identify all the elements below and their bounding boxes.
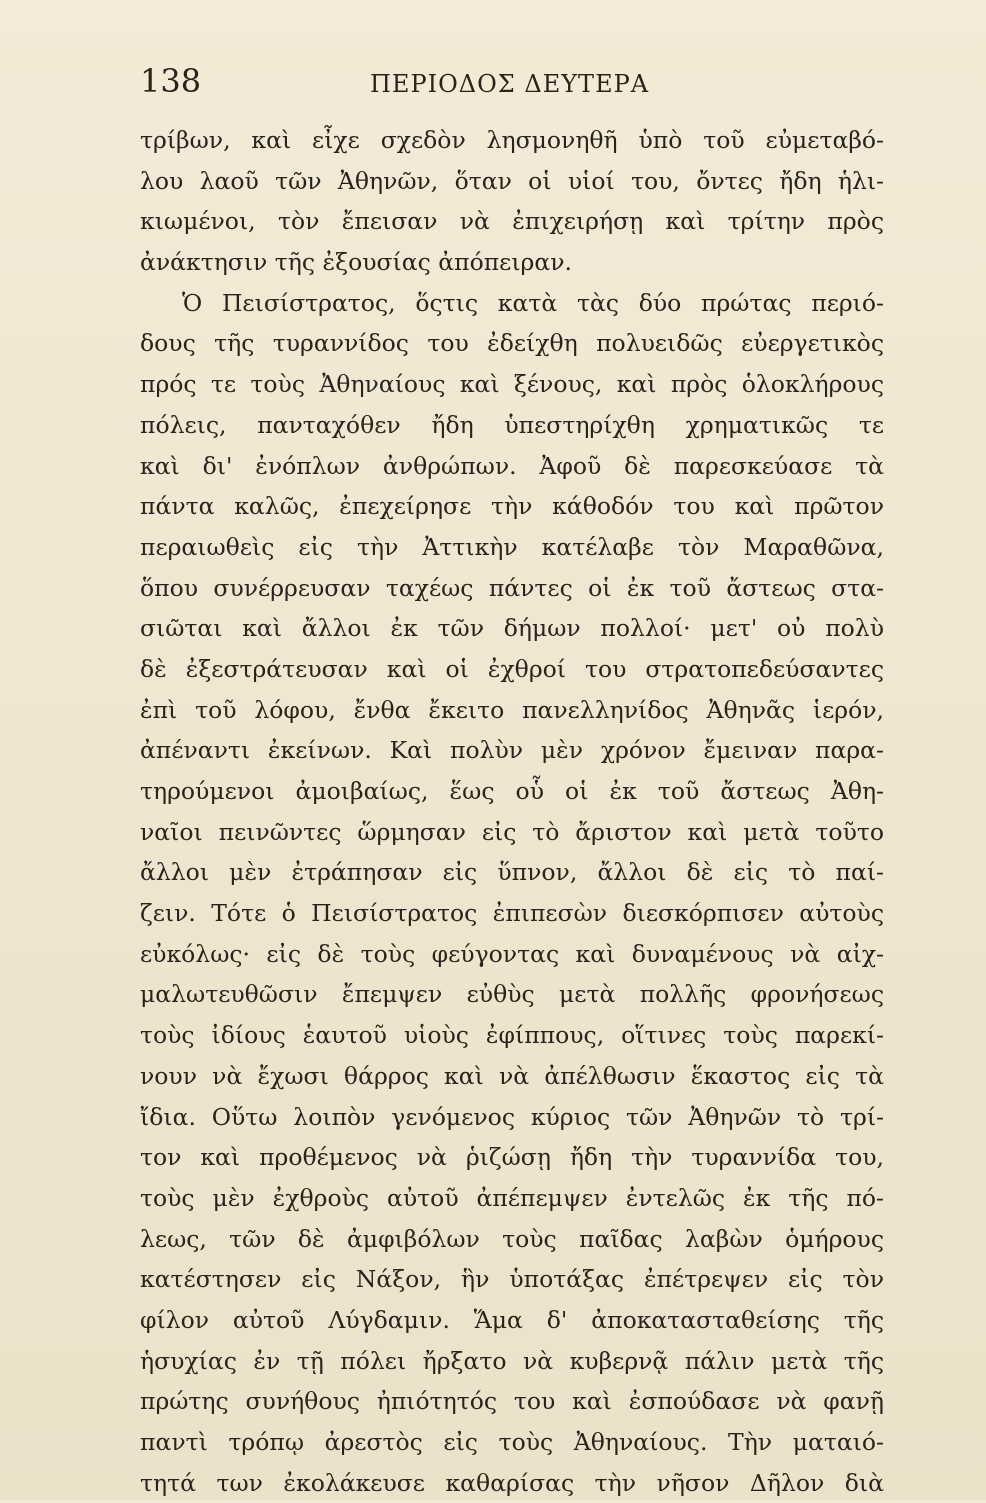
text-line: λεως, τῶν δὲ ἀμφιβόλων τοὺς παῖδας λαβὼν ὁμήρους — [140, 1224, 884, 1253]
text-line: καὶ δι' ἐνόπλων ἀνθρώπων. Ἀφοῦ δὲ παρεσκεύασε τὰ — [140, 451, 884, 480]
text-line: νουν νὰ ἔχωσι θάρρος καὶ νὰ ἀπέλθωσιν ἕκαστος εἰς τὰ — [140, 1061, 884, 1090]
text-line: Ὁ Πεισίστρατος, ὅςτις κατὰ τὰς δύο πρώτας περιό- — [182, 288, 884, 317]
page-header — [140, 62, 880, 102]
text-line: ἀνάκτησιν τῆς ἐξουσίας ἀπόπειραν. — [140, 248, 572, 277]
text-line: τρίβων, καὶ εἶχε σχεδὸν λησμονηθῆ ὑπὸ τοῦ εὐμεταβό- — [140, 126, 884, 154]
text-line: ἀπέναντι ἐκείνων. Καὶ πολὺν μὲν χρόνον ἔμειναν παρα- — [140, 736, 884, 765]
text-line: ἄλλοι μὲν ἐτράπησαν εἰς ὕπνον, ἄλλοι δὲ εἰς τὸ παί- — [140, 858, 884, 887]
text-line: τηρούμενοι ἀμοιβαίως, ἕως οὗ οἱ ἐκ τοῦ ἄστεως Ἀθη- — [140, 777, 884, 805]
running-title: ΠΕΡΙΟΔΟΣ ΔΕΥΤΕΡΑ — [370, 70, 650, 98]
body-text — [140, 120, 884, 1503]
text-line: εὐκόλως· εἰς δὲ τοὺς φεύγοντας καὶ δυναμένους νὰ αἰχ- — [140, 939, 884, 968]
text-line: ἐπὶ τοῦ λόφου, ἔνθα ἔκειτο πανελληνίδος Ἀθηνᾶς ἱερόν, — [140, 695, 884, 724]
text-line: ἴδια. Οὕτω λοιπὸν γενόμενος κύριος τῶν Ἀθηνῶν τὸ τρί- — [140, 1102, 884, 1131]
page-number: 138 — [140, 62, 202, 100]
text-line: πρός τε τοὺς Ἀθηναίους καὶ ξένους, καὶ πρὸς ὁλοκλήρους — [140, 370, 884, 399]
text-line: πρώτης συνήθους ἠπιότητός του καὶ ἐσπούδασε νὰ φανῇ — [140, 1387, 884, 1416]
text-line: φίλον αὐτοῦ Λύγδαμιν. Ἅμα δ' ἀποκατασταθείσης τῆς — [140, 1305, 884, 1334]
text-line: κατέστησεν εἰς Νάξον, ἣν ὑποτάξας ἐπέτρεψεν εἰς τὸν — [140, 1265, 884, 1294]
text-line: τητά των ἐκολάκευσε καθαρίσας τὴν νῆσον Δῆλον διὰ — [140, 1468, 884, 1497]
text-line: δους τῆς τυραννίδος του ἐδείχθη πολυειδῶς εὐεργετικὸς — [140, 329, 884, 358]
text-line: κιωμένοι, τὸν ἔπεισαν νὰ ἐπιχειρήσῃ καὶ τρίτην πρὸς — [140, 207, 884, 236]
text-line: ζειν. Τότε ὁ Πεισίστρατος ἐπιπεσὼν διεσκόρπισεν αὐτοὺς — [140, 899, 884, 928]
text-line: τον καὶ προθέμενος νὰ ῥιζώσῃ ἤδη τὴν τυραννίδα του, — [140, 1143, 884, 1172]
text-line: ὅπου συνέρρευσαν ταχέως πάντες οἱ ἐκ τοῦ ἄστεως στα- — [140, 573, 884, 602]
text-line: πόλεις, πανταχόθεν ἤδη ὑπεστηρίχθη χρηματικῶς τε — [140, 410, 884, 439]
text-line: σιῶται καὶ ἄλλοι ἐκ τῶν δήμων πολλοί· μετ' οὐ πολὺ — [140, 614, 884, 643]
text-line: ναῖοι πεινῶντες ὥρμησαν εἰς τὸ ἄριστον καὶ μετὰ τοῦτο — [140, 817, 884, 846]
text-line: τοὺς μὲν ἐχθροὺς αὐτοῦ ἀπέπεμψεν ἐντελῶς ἐκ τῆς πό- — [140, 1183, 884, 1212]
text-line: περαιωθεὶς εἰς τὴν Ἀττικὴν κατέλαβε τὸν Μαραθῶνα, — [140, 532, 884, 561]
text-line: δὲ ἐξεστράτευσαν καὶ οἱ ἐχθροί του στρατοπεδεύσαντες — [140, 654, 884, 683]
text-line: παντὶ τρόπῳ ἀρεστὸς εἰς τοὺς Ἀθηναίους. Τὴν ματαιό- — [140, 1428, 884, 1456]
text-line: μαλωτευθῶσιν ἔπεμψεν εὐθὺς μετὰ πολλῆς φρονήσεως — [140, 980, 884, 1009]
text-line: λου λαοῦ τῶν Ἀθηνῶν, ὅταν οἱ υἱοί του, ὄντες ἤδη ἡλι- — [140, 166, 884, 195]
text-line: πάντα καλῶς, ἐπεχείρησε τὴν κάθοδόν του καὶ πρῶτον — [140, 492, 884, 521]
text-line: ἡσυχίας ἐν τῇ πόλει ἤρξατο νὰ κυβερνᾷ πάλιν μετὰ τῆς — [140, 1346, 884, 1375]
text-line: τοὺς ἰδίους ἑαυτοῦ υἱοὺς ἐφίππους, οἵτινες τοὺς παρεκί- — [140, 1021, 884, 1050]
